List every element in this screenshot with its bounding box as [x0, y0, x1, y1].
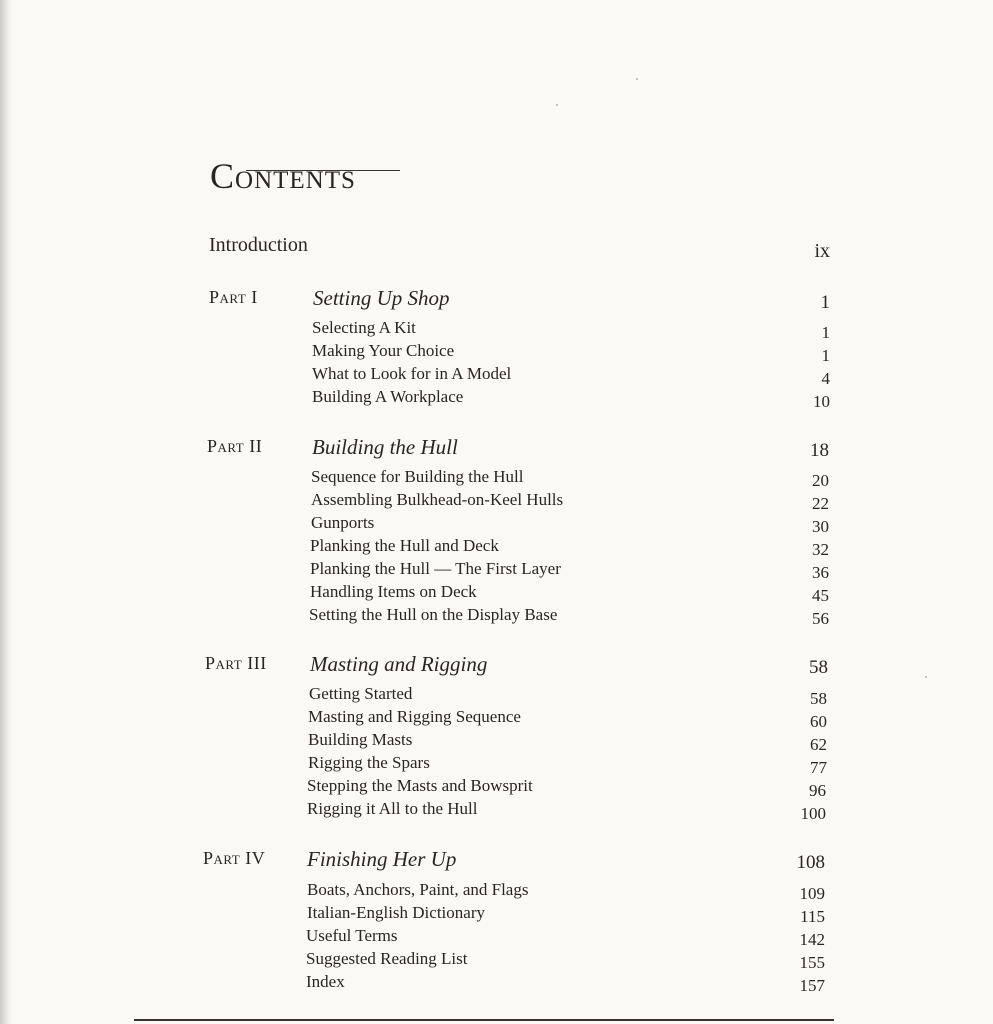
part-1-title: Setting Up Shop [313, 286, 450, 310]
part-3-label: Part III [205, 653, 267, 673]
part-4-label: Part IV [203, 848, 266, 868]
toc-entry-label: Building Masts [308, 730, 413, 749]
part-4-page: 108 [796, 852, 825, 873]
part-1-page: 1 [820, 292, 830, 313]
toc-entry-page: 100 [800, 804, 826, 823]
paper-speck [636, 78, 638, 80]
part-2-label: Part II [207, 436, 263, 456]
toc-entry-page: 32 [812, 540, 829, 559]
toc-entry-page: 60 [810, 712, 827, 731]
part-3-title: Masting and Rigging [310, 652, 488, 676]
toc-entry-page: 10 [813, 392, 830, 411]
toc-entry-page: 20 [812, 471, 829, 490]
toc-entry-page: 142 [799, 930, 825, 949]
toc-entry-page: 1 [821, 346, 830, 365]
toc-entry-label: Boats, Anchors, Paint, and Flags [307, 880, 529, 899]
toc-entry-page: 157 [799, 976, 825, 995]
toc-entry-page: 30 [812, 517, 829, 536]
page-title: Contents [210, 156, 356, 196]
part-2-page: 18 [810, 440, 829, 461]
toc-entry-page: 77 [810, 758, 827, 777]
toc-entry-label: Handling Items on Deck [310, 582, 477, 601]
toc-entry-page: 4 [821, 369, 830, 388]
toc-entry-label: Index [306, 972, 345, 991]
toc-entry-page: 96 [809, 781, 826, 800]
toc-entry-label: What to Look for in A Model [312, 364, 512, 383]
toc-entry-label: Assembling Bulkhead-on-Keel Hulls [311, 490, 564, 509]
page-binding-shadow [0, 0, 12, 1024]
part-3-page: 58 [809, 657, 828, 678]
paper-speck [925, 676, 927, 678]
part-4-title: Finishing Her Up [307, 847, 457, 871]
toc-entry-page: 58 [810, 689, 827, 708]
introduction-page: ix [814, 240, 830, 262]
toc-entry-label: Stepping the Masts and Bowsprit [307, 776, 533, 795]
toc-entry-page: 115 [800, 907, 825, 926]
toc-entry-label: Rigging it All to the Hull [307, 799, 478, 818]
toc-entry-page: 36 [812, 563, 829, 582]
paper-speck [556, 104, 558, 106]
toc-entry-page: 155 [799, 953, 825, 972]
toc-entry-label: Gunports [311, 513, 375, 532]
toc-entry-page: 45 [812, 586, 829, 605]
toc-entry-label: Setting the Hull on the Display Base [309, 605, 558, 624]
toc-entry-page: 62 [810, 735, 827, 754]
introduction-label: Introduction [209, 234, 308, 256]
toc-entry-label: Planking the Hull — The First Layer [310, 559, 561, 578]
toc-entry-label: Sequence for Building the Hull [311, 467, 524, 486]
toc-entry-page: 1 [821, 323, 830, 342]
toc-entry-label: Planking the Hull and Deck [310, 536, 499, 555]
toc-entry-page: 56 [812, 609, 829, 628]
toc-entry-label: Masting and Rigging Sequence [308, 707, 521, 726]
part-1-label: Part I [209, 287, 258, 307]
toc-entry-page: 109 [799, 884, 825, 903]
part-2-title: Building the Hull [312, 435, 458, 459]
toc-entry-label: Suggested Reading List [306, 949, 468, 968]
toc-entry-label: Getting Started [309, 684, 413, 703]
toc-entry-label: Selecting A Kit [312, 318, 416, 337]
toc-entry-label: Italian-English Dictionary [307, 903, 485, 922]
toc-entry-label: Making Your Choice [312, 341, 455, 360]
toc-entry-label: Useful Terms [306, 926, 398, 945]
toc-entry-label: Building A Workplace [312, 387, 464, 406]
bottom-rule [134, 1019, 834, 1021]
toc-entry-label: Rigging the Spars [308, 753, 430, 772]
toc-entry-page: 22 [812, 494, 829, 513]
